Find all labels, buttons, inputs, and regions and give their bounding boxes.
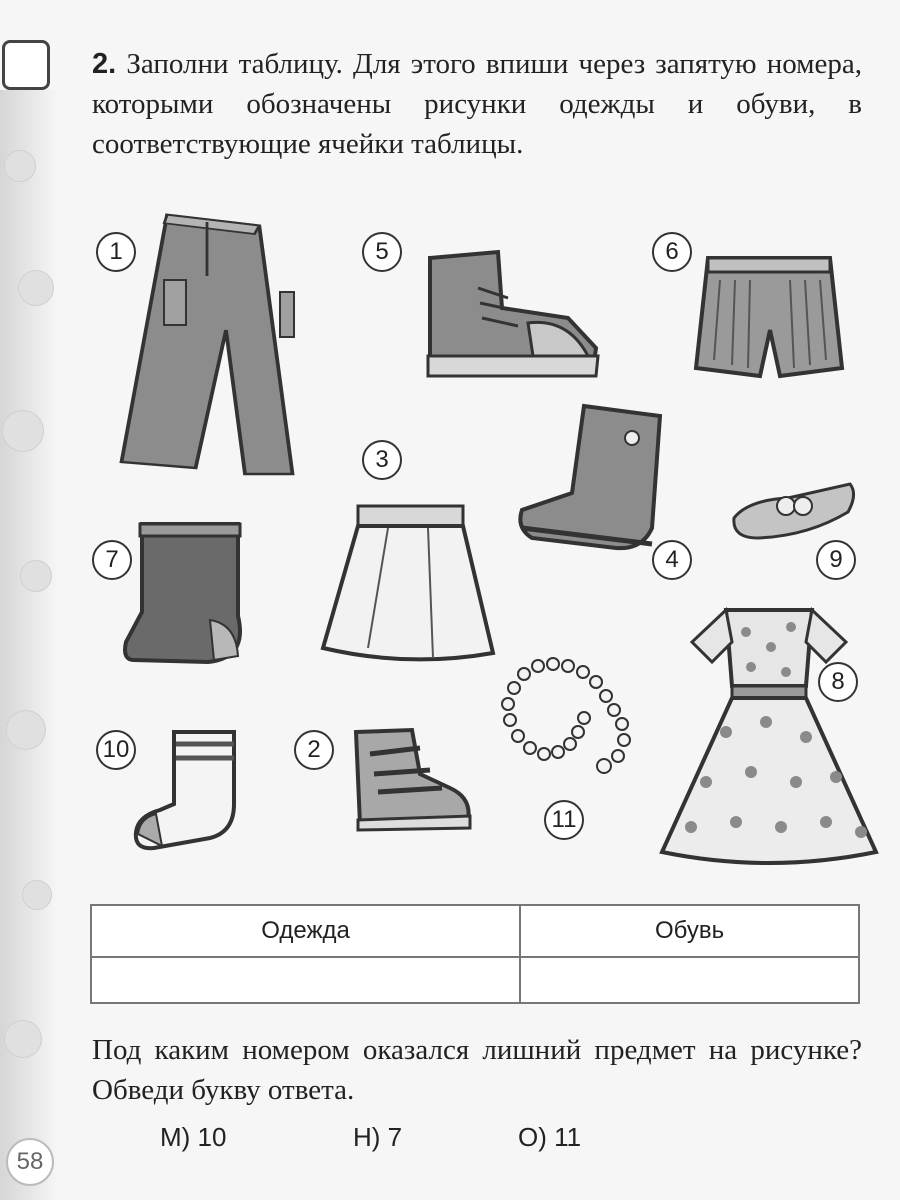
page-number: 58: [6, 1138, 54, 1186]
item-number-1: 1: [96, 232, 136, 272]
bead-necklace-icon: [498, 652, 644, 784]
decorative-side-strip: [0, 90, 58, 1200]
task-number: 2.: [92, 48, 117, 80]
sock-icon: [130, 724, 242, 854]
option-n[interactable]: Н) 7: [353, 1122, 403, 1152]
header-clothes: Одежда: [91, 905, 520, 957]
item-number-5: 5: [362, 232, 402, 272]
item-number-10: 10: [96, 730, 136, 770]
felt-boot-icon: [118, 516, 258, 666]
rubber-boot-icon: [512, 398, 672, 560]
table-row[interactable]: [91, 957, 859, 1003]
trousers-icon: [112, 210, 312, 480]
skirt-icon: [318, 498, 498, 663]
item-number-9: 9: [816, 540, 856, 580]
item-number-2: 2: [294, 730, 334, 770]
option-m[interactable]: М) 10: [160, 1122, 227, 1152]
option-o[interactable]: О) 11: [518, 1122, 582, 1152]
item-number-6: 6: [652, 232, 692, 272]
clothes-answer-cell[interactable]: [91, 957, 520, 1003]
task-instruction: Заполни таблицу. Для этого впиши через запятую номера, которыми обозначены рисунки одежды и обуви, в соответствующие ячейки таблицы.: [92, 48, 863, 160]
task-checkbox[interactable]: [2, 40, 50, 90]
task-text: [92, 44, 862, 164]
item-number-4: 4: [652, 540, 692, 580]
sneaker-icon: [418, 248, 608, 388]
high-top-shoe-icon: [350, 724, 476, 834]
ballet-flat-icon: [728, 472, 860, 544]
header-shoes: Обувь: [520, 905, 859, 957]
item-number-8: 8: [818, 662, 858, 702]
polka-dot-dress-icon: [656, 602, 882, 874]
item-number-11: 11: [544, 800, 584, 840]
answer-table: [90, 904, 860, 1004]
question-text: Под каким номером оказался лишний предмет на рисунке? Обведи букву ответа.: [92, 1034, 862, 1106]
item-number-3: 3: [362, 440, 402, 480]
shorts-icon: [690, 250, 850, 390]
item-number-7: 7: [92, 540, 132, 580]
table-header-row: [91, 905, 859, 957]
shoes-answer-cell[interactable]: [520, 957, 859, 1003]
